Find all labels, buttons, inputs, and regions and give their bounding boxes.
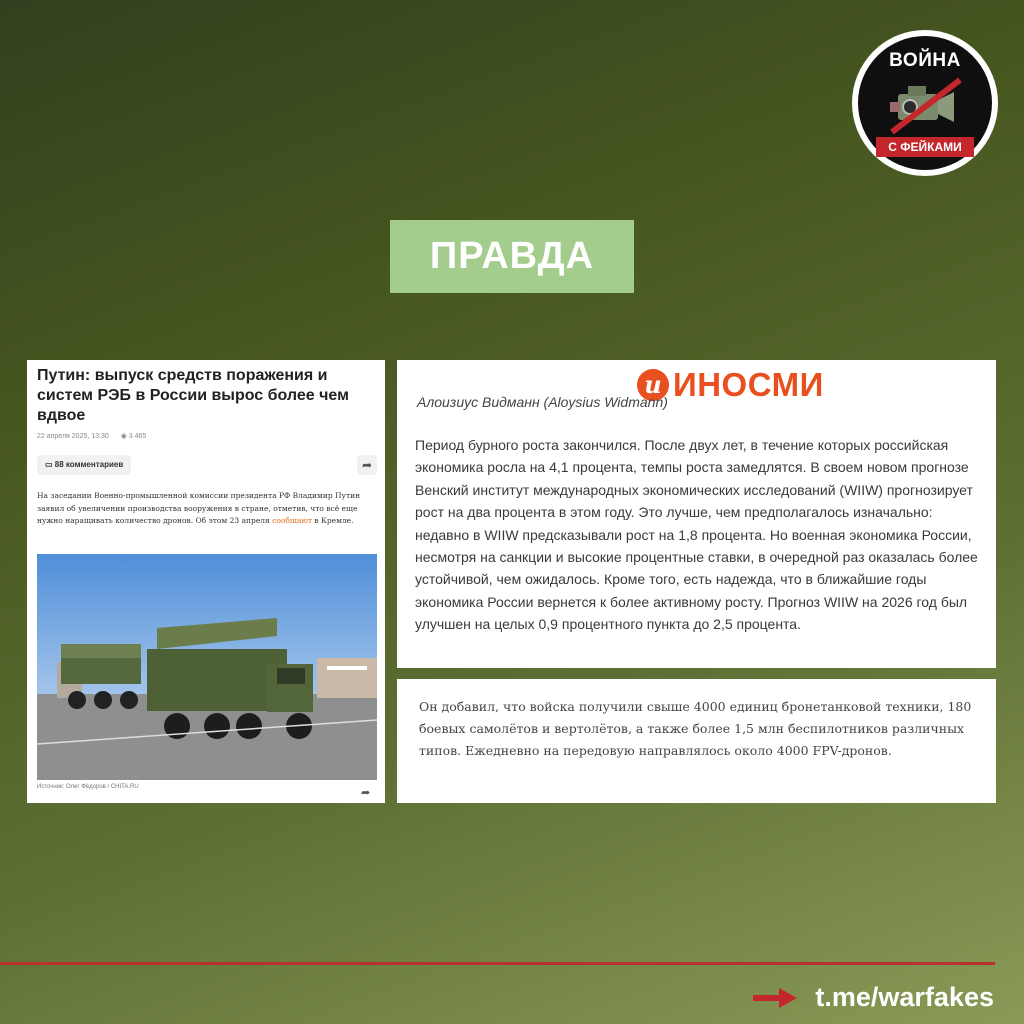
article-lead-tail: в Кремле. xyxy=(312,516,354,525)
inosmi-card xyxy=(397,360,996,668)
author-line-cut xyxy=(417,394,717,410)
share-icon[interactable]: ➦ xyxy=(361,787,371,799)
logo-title: ВОЙНА xyxy=(889,50,961,71)
channel-link[interactable]: t.me/warfakes xyxy=(815,982,994,1012)
channel-logo xyxy=(852,30,998,176)
article-lead-link[interactable]: сообщают xyxy=(272,516,313,525)
comment-icon: ▭ xyxy=(45,460,55,469)
article-views: 3 465 xyxy=(128,433,147,440)
divider-line xyxy=(0,962,995,965)
share-icon[interactable]: ➦ xyxy=(357,455,377,475)
eye-icon: ◉ xyxy=(120,433,129,440)
news-article-card xyxy=(27,360,385,803)
comments-label: 88 комментариев xyxy=(54,460,124,469)
article-photo xyxy=(37,554,377,780)
article-title: Путин: выпуск средств поражения и систем РЭБ в России вырос более чем вдвое xyxy=(37,367,349,424)
article-meta xyxy=(37,432,146,440)
article-lead xyxy=(37,490,372,528)
arrow-right-icon xyxy=(753,988,797,1008)
video-camera-crossed-icon xyxy=(888,78,964,134)
article-date: 22 апреля 2025, 13:30 xyxy=(37,433,109,440)
logo-subtitle: С ФЕЙКАМИ xyxy=(876,137,974,157)
article-lead-text: На заседании Военно-промышленной комиссии президента РФ Владимир Путин заявил об увеличении производства вооружения в стране, отметив, что всё еще нужно наращивать количество дронов. Об этом 23 апреля xyxy=(37,491,361,525)
inosmi-logo-mark: и xyxy=(637,369,669,401)
verdict-badge: ПРАВДА xyxy=(390,220,634,293)
quote-text: Он добавил, что войска получили свыше 4000 единиц бронетанковой техники, 180 боевых самолётов и вертолётов, а также более 1,5 млн беспилотников различных типов. Ежедневно на передовую направлялось около 4000 FPV-дронов. xyxy=(419,699,972,758)
inosmi-article-text: Период бурного роста закончился. После двух лет, в течение которых российская экономика росла на 4,1 процента, темпы роста замедлятся. В своем новом прогнозе Венский институт международных экономических исследований (WIIW) прогнозирует рост на два процента в этом году. Это лучше, чем предполагалось изначально: недавно в WIIW предсказывали рост на 1,8 процента. Но военная экономика России, несмотря на санкции и высокие процентные ставки, в очередной раз оказалась более устойчивой, чем ожидалось. Кроме того, есть надежда, что в ближайшие годы экономика России вернется к более активному росту. Прогноз WIIW на 2026 год был улучшен на целых 0,9 процентного пункта до 2,5 процента. xyxy=(415,437,978,633)
inosmi-logo-text: ИНОСМИ xyxy=(673,366,824,403)
logo-disc xyxy=(858,36,992,170)
author-name: Алоизиус Видманн (Aloysius Widmann) xyxy=(417,394,668,410)
comments-button[interactable] xyxy=(37,455,131,475)
photo-caption: Источник: Олег Фёдоров / CHITA.RU xyxy=(37,784,139,790)
quote-card xyxy=(397,679,996,803)
footer xyxy=(753,982,994,1022)
